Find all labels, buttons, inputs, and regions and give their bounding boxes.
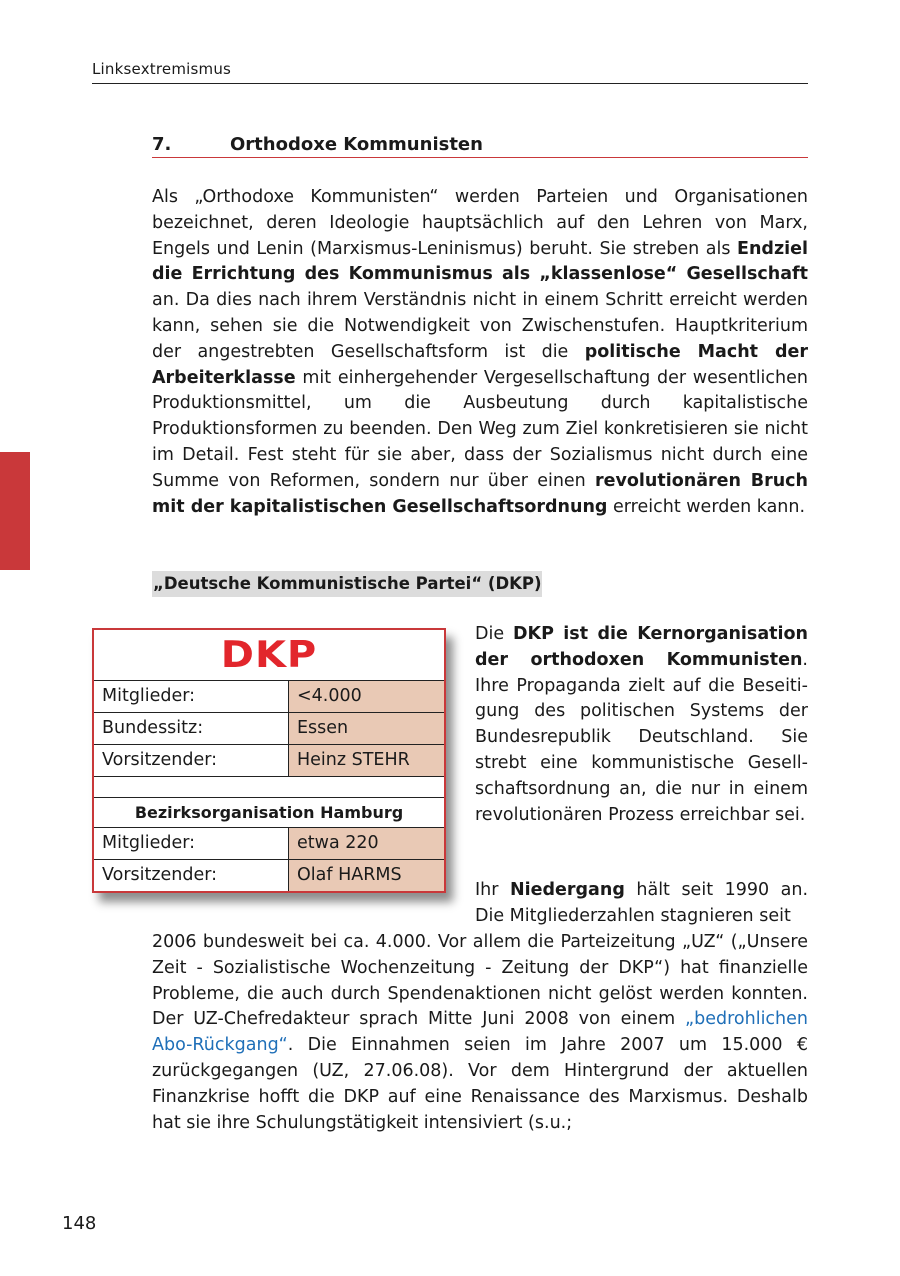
para2-bold-1: DKP ist die Kernorganisation der orthodoxen Kommunisten bbox=[475, 624, 809, 670]
dkp-description-paragraph bbox=[475, 622, 808, 828]
para3-text-3: 2006 bundesweit bei ca. 4.000. Vor allem die Parteizeitung „UZ“ („Unsere Zeit - Sozialistische Wochenzeitung - Zeitung der DKP“) hat finanzielle Probleme, die auch durch Spendenaktionen nicht gelöst werden konnten. Der UZ-Chefredakteur sprach Mitte Juni 2008 von einem bbox=[152, 932, 808, 1030]
dkp-subheading bbox=[152, 571, 542, 597]
intro-text-1: Als „Orthodoxe Kommunisten“ werden Parteien und Organisationen bezeichnet, deren Ideologie hauptsächlich auf den Lehren von Marx, Engels und Lenin (Marxismus-Leninismus) beruht. Sie streben als bbox=[152, 187, 808, 259]
para2-text-1: Die bbox=[475, 624, 513, 644]
info-value: <4.000 bbox=[289, 681, 444, 712]
info-value: etwa 220 bbox=[289, 828, 444, 859]
info-row-headquarters bbox=[94, 713, 444, 745]
info-label: Mitglieder: bbox=[94, 828, 289, 859]
para2-text-2: . Ihre Propaganda zielt auf die Beseitigung des politischen Systems der Bundesrepublik Deutschland. Sie strebt eine kommunistische Gesellschaftsordnung an, die nur in einem revolutionären Prozess erreichbar sei. bbox=[475, 649, 808, 825]
info-row-hh-chair bbox=[94, 860, 444, 891]
info-label: Vorsitzender: bbox=[94, 745, 289, 776]
running-header: Linksextremismus bbox=[92, 60, 808, 84]
section-title: Orthodoxe Kommunisten bbox=[230, 134, 483, 155]
dkp-logo-text: DKP bbox=[220, 633, 318, 677]
info-subtitle: Bezirksorganisation Hamburg bbox=[94, 798, 444, 828]
para3-text-4: . Die Einnahmen seien im Jahre 2007 um 15.000 € zurückgegangen (UZ, 27.06.08). Vor dem Hintergrund der aktuellen Finanzkrise hofft die DKP auf eine Renaissance des Marxismus. Deshalb hat sie ihre Schulungstätigkeit intensiviert (s.u.; bbox=[152, 1035, 808, 1133]
dkp-logo bbox=[94, 630, 444, 681]
info-row-members bbox=[94, 681, 444, 713]
para3-text-2: hält seit 1990 an. Die Mitgliederzahlen stagnieren seit bbox=[475, 880, 809, 926]
intro-text-2: an. Da dies nach ihrem Verständnis nicht in einem Schritt erreicht werden kann, sehen sie die Notwendigkeit von Zwischenstufen. Hauptkriterium der angestrebten Gesellschaftsform ist die bbox=[152, 290, 808, 362]
info-value: Essen bbox=[289, 713, 444, 744]
section-heading bbox=[152, 134, 808, 158]
intro-text-3: mit einhergehender Vergesellschaftung der wesentlichen Produktionsmittel, um die Ausbeutung durch kapitalistische Produktionsformen zu beenden. Den Weg zum Ziel konkretisieren sie nicht im Detail. Fest steht für sie aber, dass der Sozialismus nicht durch eine Summe von Reformen, sondern nur über einen bbox=[152, 367, 808, 491]
info-label: Vorsitzender: bbox=[94, 860, 289, 891]
chapter-side-marker bbox=[0, 452, 30, 570]
intro-bold-2: politische Macht der Arbeiterklasse bbox=[152, 341, 808, 388]
intro-bold-3: revolutionären Bruch mit der kapitalistischen Gesellschaftsordnung bbox=[152, 470, 808, 517]
intro-bold-1: Endziel die Errichtung des Kommunismus als „klassenlose“ Gesellschaft bbox=[152, 238, 808, 285]
para3-bold-1: Niedergang bbox=[509, 880, 625, 900]
section-number: 7. bbox=[152, 134, 172, 155]
info-row-hh-members bbox=[94, 828, 444, 860]
info-label: Bundessitz: bbox=[94, 713, 289, 744]
info-label: Mitglieder: bbox=[94, 681, 289, 712]
info-value: Heinz STEHR bbox=[289, 745, 444, 776]
decline-paragraph-continued bbox=[152, 930, 808, 1136]
dkp-info-box bbox=[92, 628, 446, 893]
subheading-text: „Deutsche Kommunistische Partei“ (DKP) bbox=[153, 574, 542, 593]
info-row-chair bbox=[94, 745, 444, 777]
intro-paragraph bbox=[152, 185, 808, 520]
page-number: 148 bbox=[62, 1213, 97, 1234]
info-spacer-row bbox=[94, 777, 444, 798]
info-value: Olaf HARMS bbox=[289, 860, 444, 891]
para3-text-1: Ihr bbox=[475, 880, 510, 900]
decline-paragraph-start bbox=[475, 878, 808, 930]
intro-text-4: erreicht werden kann. bbox=[607, 496, 806, 517]
abo-decline-link[interactable]: „bedrohlichen Abo-Rückgang“ bbox=[152, 1009, 808, 1056]
